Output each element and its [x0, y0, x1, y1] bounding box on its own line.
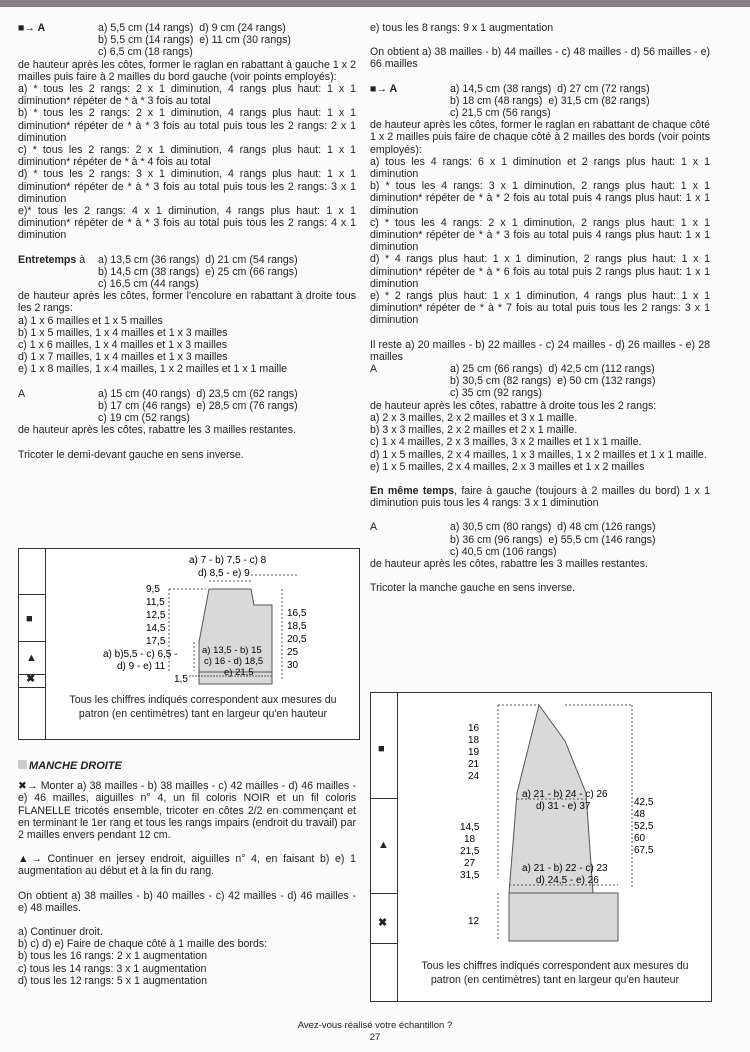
front-schematic — [46, 549, 358, 689]
size-table-raglan-sleeve: ■→ A a) 14,5 cm (38 rangs) d) 27 cm (72 rangs) b) 18 cm (48 rangs) e) 31,5 cm (82 rangs) c) 21,5 cm (56 rangs) — [370, 82, 650, 120]
encolure-step: b) 1 x 5 mailles, 1 x 4 mailles et 1 x 3 mailles — [18, 326, 228, 339]
fig2-left-num: 18 — [464, 834, 476, 845]
droite-step: e) 1 x 5 mailles, 2 x 4 mailles, 2 x 3 mailles et 1 x 2 mailles — [370, 460, 645, 473]
size-table-a2: A a) 30,5 cm (80 rangs) d) 48 cm (126 rangs) b) 36 cm (96 rangs) e) 55,5 cm (146 rangs) c) 40,5 cm (106 rangs) — [370, 521, 656, 558]
raglan-step: d) * 4 rangs plus haut: 1 x 1 diminution, 2 rangs plus haut: 1 x 1 diminution* répéter de * à * 6 fois au total puis 2 rangs plus haut: 1 x 1 diminution — [370, 253, 710, 290]
front-pattern-diagram — [18, 548, 360, 740]
sleeve-step: b) tous les 16 rangs: 2 x 1 augmentation — [18, 950, 208, 963]
encolure-step: a) 1 x 6 mailles et 1 x 5 mailles — [18, 314, 163, 327]
right-column — [370, 22, 710, 594]
fig2-left-num: 19 — [468, 747, 480, 758]
sleeve-step: d) tous les 12 rangs: 5 x 1 augmentation — [18, 974, 208, 987]
fig2-width-label: a) 21 - b) 24 - c) 26 — [522, 789, 608, 800]
fig1-top-label-2: d) 8,5 - e) 9 — [198, 568, 250, 579]
size-table-entretemps: Entretemps à a) 13,5 cm (36 rangs) d) 21 cm (54 rangs) b) 14,5 cm (38 rangs) e) 25 cm (66 rangs) c) 16,5 cm (44 rangs) — [18, 253, 298, 291]
left-column — [18, 22, 356, 461]
encolure-step: c) 1 x 6 mailles, 1 x 4 mailles et 1 x 3 mailles — [18, 339, 228, 352]
fig1-right-num: 18,5 — [287, 621, 307, 632]
sleeve-step: a) Continuer droit. — [18, 926, 103, 939]
raglan-step: b) * tous les 2 rangs: 2 x 1 diminution, 4 rangs plus haut: 1 x 1 diminution* répéter de * à * 3 fois au total puis tous les 2 rangs: 2 x 1 diminution — [18, 107, 356, 144]
droite-step: b) 3 x 3 mailles, 2 x 2 mailles et 2 x 1 maille. — [370, 424, 578, 437]
fig1-left-num: 17,5 — [146, 636, 166, 647]
sleeve-cast-on: ✖→ Monter a) 38 mailles - b) 38 mailles - c) 42 mailles - d) 46 mailles - e) 46 mailles, aiguilles n° 4, un fil coloris NOIR et un fil coloris FLANELLE tricotés ensemble, tricoter en côtes 2/2 en commençant et en terminant le 1er rang et tous les rangs impairs (endroit du travail) par 2 mailles envers pendant 12 cm. — [18, 780, 356, 842]
sleeve-obtient: On obtient a) 38 mailles - b) 40 mailles - c) 42 mailles - d) 46 mailles - e) 48 mailles. — [18, 889, 356, 914]
raglan-step: c) * tous les 2 rangs: 2 x 1 diminution, 4 rangs plus haut: 1 x 1 diminution* répéter de * à * 4 fois au total — [18, 144, 356, 169]
fig1-right-num: 30 — [287, 660, 299, 671]
diagram-legend-column — [19, 549, 46, 739]
fig2-right-num: 48 — [634, 809, 646, 820]
title-box-icon — [18, 760, 27, 769]
fig1-top-label-1: a) 7 - b) 7,5 - c) 8 — [189, 555, 267, 566]
tricoter-text: Tricoter le demi-devant gauche en sens inverse. — [18, 448, 244, 461]
fig2-left-num: 16 — [468, 723, 480, 734]
fig1-side-label: a) b)5,5 - c) 6,5 - — [103, 649, 178, 660]
tricoter-text: Tricoter la manche gauche en sens inverse. — [370, 582, 576, 595]
droite-intro: de hauteur après les côtes, rabattre à droite tous les 2 rangs: — [370, 399, 657, 412]
fig2-width-label: d) 31 - e) 37 — [536, 801, 591, 812]
top-color-bar — [0, 0, 750, 7]
fig1-left-num: 9,5 — [146, 584, 160, 595]
fig2-left-num: 24 — [468, 771, 480, 782]
fig1-left-num: 11,5 — [146, 597, 165, 608]
raglan-intro: de hauteur après les côtes, former le raglan en rabattant à gauche 1 x 2 mailles puis faire à 2 mailles du bord gauche (voir points employés): — [18, 58, 356, 83]
fig1-left-num: 12,5 — [146, 610, 166, 621]
augment-e: e) tous les 8 rangs: 9 x 1 augmentation — [370, 22, 554, 34]
fig2-right-num: 67,5 — [634, 845, 654, 856]
sleeve-step: b) c) d) e) Faire de chaque côté à 1 maille des bords: — [18, 938, 268, 951]
sleeve-section — [18, 760, 356, 987]
fig2-left-num: 27 — [464, 858, 476, 869]
rabattre-text: de hauteur après les côtes, rabattre les 3 mailles restantes. — [370, 557, 648, 570]
fig2-width-label: d) 24,5 - e) 26 — [536, 875, 599, 886]
fig1-side-label: d) 9 - e) 11 — [117, 661, 166, 672]
sleeve-schematic — [398, 693, 710, 953]
fig1-right-num: 25 — [287, 647, 299, 658]
raglan-step: e)* tous les 2 rangs: 4 x 1 diminution, 4 rangs plus haut: 1 x 1 diminution* répéter de * à * 3 fois au total puis tous les 2 rangs: 4 x 1 diminution — [18, 205, 356, 242]
cross-icon: ✖ — [378, 917, 388, 929]
raglan-step: a) * tous les 2 rangs: 2 x 1 diminution, 4 rangs plus haut: 1 x 1 diminution* répéter de * à * 3 fois au total — [18, 83, 356, 108]
fig1-right-num: 20,5 — [287, 634, 307, 645]
footer-question: Avez-vous réalisé votre échantillon ? — [297, 1020, 453, 1031]
raglan-step: b) * tous les 4 rangs: 3 x 1 diminution, 2 rangs plus haut: 1 x 1 diminution* répéter de * à * 2 fois au total puis 4 rangs plus haut: 1 x 1 diminution — [370, 180, 710, 217]
rabattre-text: de hauteur après les côtes, rabattre les 3 mailles restantes. — [18, 424, 296, 437]
triangle-icon: ▲ — [26, 652, 37, 664]
fig1-caption: Tous les chiffres indiqués correspondent aux mesures du patron (en centimètres) tant en largeur qu'en hauteur — [69, 694, 337, 720]
droite-step: a) 2 x 3 mailles, 2 x 2 mailles et 3 x 1 maille. — [370, 411, 578, 424]
raglan-step: a) tous les 4 rangs: 6 x 1 diminution et 2 rangs plus haut: 1 x 1 diminution — [370, 155, 710, 181]
size-table-raglan: ■→ A a) 5,5 cm (14 rangs) d) 9 cm (24 rangs) b) 5,5 cm (14 rangs) e) 11 cm (30 rangs) c) 6,5 cm (18 rangs) — [18, 22, 291, 59]
size-table-a-sleeve: A a) 25 cm (66 rangs) d) 42,5 cm (112 rangs) b) 30,5 cm (82 rangs) e) 50 cm (132 rangs) c) 35 cm (92 rangs) — [370, 363, 656, 400]
reste-text: Il reste a) 20 mailles - b) 22 mailles - c) 24 mailles - d) 26 mailles - e) 28 mailles — [370, 338, 710, 363]
raglan-step: d) * tous les 2 rangs: 3 x 1 diminution, 4 rangs plus haut: 1 x 1 diminution* répéter de * à * 3 fois au total puis tous les 2 rangs: 3 x 1 diminution — [18, 168, 356, 205]
fig2-left-num: 21 — [468, 759, 480, 770]
fig2-left-num: 14,5 — [460, 822, 480, 833]
fig1-right-num: 16,5 — [287, 608, 307, 619]
sleeve-piece-shape — [509, 705, 618, 941]
sleeve-pattern-diagram — [370, 692, 712, 1002]
fig2-width-label: a) 21 - b) 22 - c) 23 — [522, 863, 608, 874]
page-number: 27 — [369, 1032, 381, 1043]
section-title: MANCHE DROITE — [18, 760, 356, 772]
sleeve-step: c) tous les 14 rangs: 3 x 1 augmentation — [18, 962, 207, 975]
square-icon: ■ — [378, 743, 385, 755]
fig2-right-num: 42,5 — [634, 797, 654, 808]
fig1-inner-label: c) 16 - d) 18,5 — [204, 656, 264, 667]
fig1-inner-label: a) 13,5 - b) 15 — [202, 645, 262, 656]
cross-icon: ✖ — [26, 673, 36, 685]
droite-step: c) 1 x 4 mailles, 2 x 3 mailles, 3 x 2 mailles et 1 x 1 maille. — [370, 436, 642, 449]
fig1-rib-label: 1,5 — [174, 674, 188, 685]
fig2-left-num: 31,5 — [460, 870, 480, 881]
raglan-step: c) * tous les 4 rangs: 2 x 1 diminution, 2 rangs plus haut: 1 x 1 diminution* répéter de * à * 3 fois au total puis 4 rangs plus haut: 1 x 1 diminution — [370, 216, 710, 254]
raglan-step: e) * 2 rangs plus haut: 1 x 1 diminution, 4 rangs plus haut: 1 x 1 diminution* répéter de * à * 7 fois au total puis tous les 2 rangs: 3 x 1 diminution — [370, 290, 710, 327]
encolure-step: e) 1 x 8 mailles, 1 x 4 mailles, 1 x 2 mailles et 1 x 1 maille — [18, 363, 288, 376]
square-icon: ■ — [26, 613, 33, 625]
obtient-text: On obtient a) 38 mailles - b) 44 mailles - c) 48 mailles - d) 56 mailles - e) 66 mailles — [370, 46, 710, 71]
fig2-right-num: 60 — [634, 833, 646, 844]
fig2-left-num: 21,5 — [460, 846, 480, 857]
droite-step: d) 1 x 5 mailles, 2 x 4 mailles, 1 x 3 mailles, 1 x 2 mailles et 1 x 1 maille. — [370, 448, 707, 461]
raglan-intro-sleeve: de hauteur après les côtes, former le raglan en rabattant de chaque côté 1 x 2 mailles puis faire de chaque côté à 2 mailles des bords (voir points employés): — [370, 119, 710, 156]
triangle-icon: ▲ — [378, 839, 389, 851]
section-marker: ■→ A — [18, 22, 46, 34]
fig2-caption: Tous les chiffres indiqués correspondent aux mesures du patron (en centimètres) tant en largeur qu'en hauteur — [421, 960, 689, 986]
fig1-inner-label: e) 21,5 — [224, 667, 254, 678]
sleeve-jersey: ▲→ Continuer en jersey endroit, aiguilles n° 4, en faisant b) e) 1 augmentation au début et à la fin du rang. — [18, 853, 356, 878]
meme-temps-text: En même temps, faire à gauche (toujours à 2 mailles du bord) 1 x 1 diminution puis tous les 4 rangs: 3 x 1 diminution — [370, 484, 710, 510]
fig2-left-num: 18 — [468, 735, 480, 746]
fig2-right-num: 52,5 — [634, 821, 654, 832]
fig2-left-num: 12 — [468, 916, 480, 927]
encolure-step: d) 1 x 7 mailles, 1 x 4 mailles et 1 x 3 mailles — [18, 351, 228, 364]
size-table-a: A a) 15 cm (40 rangs) d) 23,5 cm (62 rangs) b) 17 cm (46 rangs) e) 28,5 cm (76 rangs) c) 19 cm (52 rangs) — [18, 387, 298, 425]
encolure-intro: de hauteur après les côtes, former l'encolure en rabattant à droite tous les 2 rangs: — [18, 290, 356, 315]
fig1-left-num: 14,5 — [146, 623, 166, 634]
